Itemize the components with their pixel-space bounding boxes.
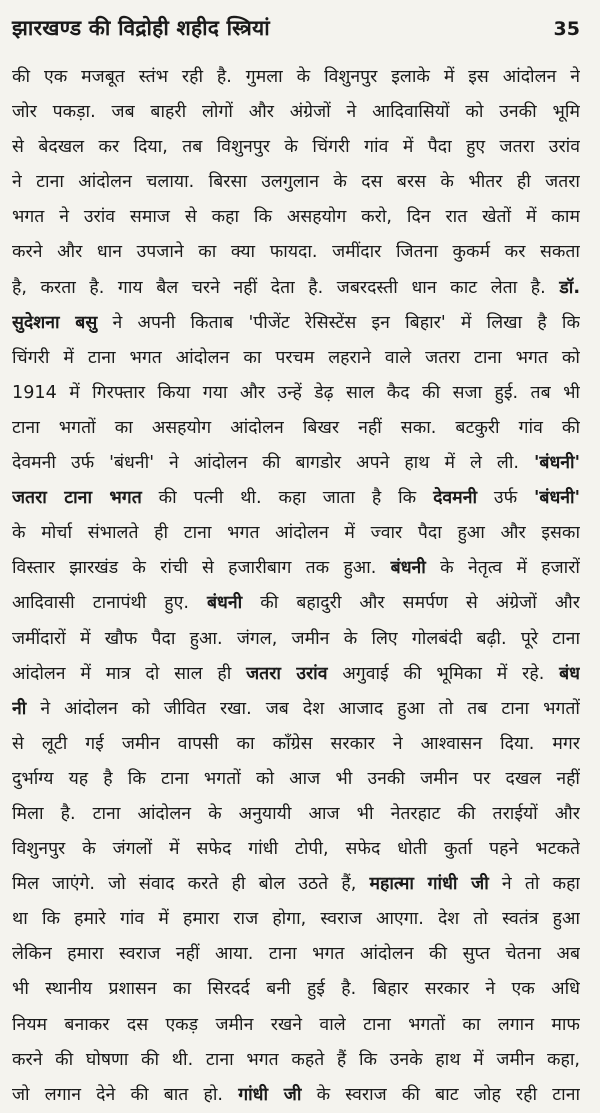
text-line: से लूटी गई जमीन वापसी का कॉंग्रेस सरकार ने आश्वासन दिया. मगर	[12, 733, 580, 754]
text-line: करने और धान उपजाने का क्या फायदा. जमींदार जितना कुकर्म कर सकता	[12, 242, 580, 263]
text-line: भी स्थानीय प्रशासन का सिरदर्द बनी हुई है. बिहार सरकार ने एक अधि	[12, 979, 580, 1000]
text-line: टाना भगतों का असहयोग आंदोलन बिखर नहीं सका. बटकुरी गांव की	[12, 417, 580, 438]
text-line: से बेदखल कर दिया, तब विशुनपुर के चिंगरी गांव में पैदा हुए जतरा उरांव	[12, 137, 580, 158]
text-line: सुदेशना बसु ने अपनी किताब 'पीजेंट रेसिस्टेंस इन बिहार' में लिखा है कि	[12, 312, 580, 333]
text-line: जोर पकड़ा. जब बाहरी लोगों और अंग्रेजों ने आदिवासियों को उनकी भूमि	[12, 102, 580, 123]
text-line: है, करता है. गाय बैल चरने नहीं देता है. जबरदस्ती धान काट लेता है. डॉ.	[12, 277, 580, 298]
text-line: नियम बनाकर दस एकड़ जमीन रखने वाले टाना भगतों का लगान माफ	[12, 1014, 580, 1035]
text-line: जो लगान देने की बात हो. गांधी जी के स्वराज की बाट जोह रही टाना	[12, 1084, 580, 1105]
text-line: विस्तार झारखंड के रांची से हजारीबाग तक हुआ. बंधनी के नेतृत्व में हजारों	[12, 558, 580, 579]
text-line: था कि हमारे गांव में हमारा राज होगा, स्वराज आएगा. देश तो स्वतंत्र हुआ	[12, 909, 580, 930]
text-line: नी ने आंदोलन को जीवित रखा. जब देश आजाद हुआ तो तब टाना भगतों	[12, 698, 580, 719]
text-line: जमींदारों में खौफ पैदा हुआ. जंगल, जमीन के लिए गोलबंदी बढ़ी. पूरे टाना	[12, 628, 580, 649]
text-line: भगत ने उरांव समाज से कहा कि असहयोग करो, दिन रात खेतों में काम	[12, 207, 580, 228]
text-line: जतरा टाना भगत की पत्नी थी. कहा जाता है कि देवमनी उर्फ 'बंधनी'	[12, 488, 580, 509]
body-text	[12, 60, 580, 1113]
running-title: झारखण्ड की विद्रोही शहीद स्त्रियां	[12, 16, 270, 40]
text-line: ने टाना आंदोलन चलाया. बिरसा उलगुलान के दस बरस के भीतर ही जतरा	[12, 172, 580, 193]
text-line: आदिवासी टानापंथी हुए. बंधनी की बहादुरी और समर्पण से अंग्रेजों और	[12, 593, 580, 614]
text-line: करने की घोषणा की थी. टाना भगत कहते हैं कि उनके हाथ में जमीन कहा,	[12, 1049, 580, 1070]
text-line: की एक मजबूत स्तंभ रही है. गुमला के विशुनपुर इलाके में इस आंदोलन ने	[12, 67, 580, 87]
running-header	[12, 14, 580, 58]
text-line: दुर्भाग्य यह है कि टाना भगतों को आज भी उनकी जमीन पर दखल नहीं	[12, 768, 580, 789]
text-line: चिंगरी में टाना भगत आंदोलन का परचम लहराने वाले जतरा टाना भगत को	[12, 347, 580, 368]
text-line: देवमनी उर्फ 'बंधनी' ने आंदोलन की बागडोर अपने हाथ में ले ली. 'बंधनी'	[12, 453, 580, 474]
text-line: मिला है. टाना आंदोलन के अनुयायी आज भी नेतरहाट की तराईयों और	[12, 803, 580, 824]
text-line: 1914 में गिरफ्तार किया गया और उन्हें डेढ़ साल कैद की सजा हुई. तब भी	[12, 382, 580, 403]
text-line: लेकिन हमारा स्वराज नहीं आया. टाना भगत आंदोलन की सुप्त चेतना अब	[12, 944, 580, 965]
page-number: 35	[553, 18, 580, 40]
text-line: आंदोलन में मात्र दो साल ही जतरा उरांव अगुवाई की भूमिका में रहे. बंध	[12, 663, 580, 684]
text-line: विशुनपुर के जंगलों में सफेद गांधी टोपी, सफेद धोती कुर्ता पहने भटकते	[12, 839, 580, 860]
text-line: के मोर्चा संभालते ही टाना भगत आंदोलन में ज्वार पैदा हुआ और इसका	[12, 523, 580, 544]
text-line: मिल जाएंगे. जो संवाद करते ही बोल उठते हैं, महात्मा गांधी जी ने तो कहा	[12, 874, 580, 895]
